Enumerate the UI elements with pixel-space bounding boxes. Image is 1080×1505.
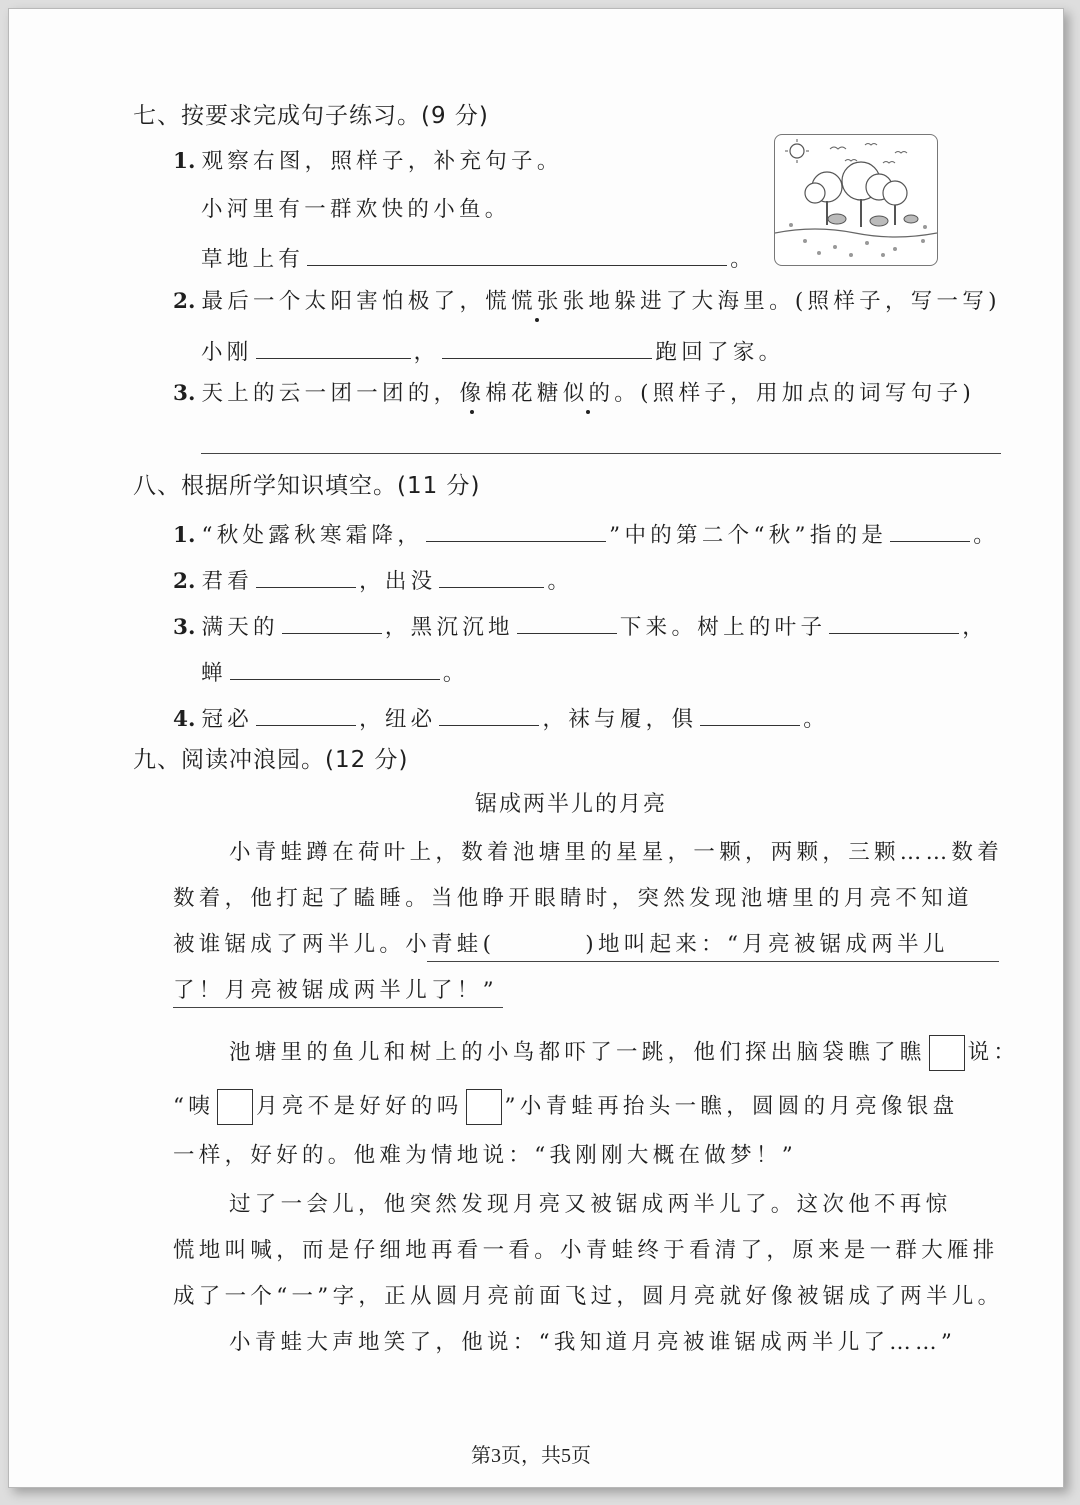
comma: ， bbox=[962, 615, 989, 640]
passage-text: )地叫起来：“月亮被锯成两半儿 bbox=[585, 932, 949, 957]
prompt-text: 跑回了家。 bbox=[655, 340, 785, 365]
q-text: ，出没 bbox=[359, 569, 437, 594]
q-text: ，袜与履，俱 bbox=[542, 707, 698, 732]
answer-blank[interactable] bbox=[307, 245, 727, 266]
passage-text: 小青蛙( bbox=[405, 932, 496, 957]
passage-title: 锯成两半儿的月亮 bbox=[475, 792, 668, 817]
s8-q4 bbox=[173, 705, 829, 731]
punctuation-box[interactable] bbox=[217, 1089, 253, 1125]
passage-line: 一样，好好的。他难为情地说：“我刚刚大概在做梦！” bbox=[173, 1143, 797, 1168]
passage-line: 慌地叫喊，而是仔细地再看一看。小青蛙终于看清了，原来是一群大雁排 bbox=[173, 1238, 999, 1263]
q-text: ，纽必 bbox=[359, 707, 437, 732]
passage-line bbox=[229, 1035, 1019, 1071]
punctuation-box[interactable] bbox=[929, 1035, 965, 1071]
answer-blank[interactable] bbox=[442, 338, 652, 359]
q-number: 2. bbox=[173, 569, 196, 594]
answer-blank[interactable] bbox=[230, 659, 440, 680]
punctuation-box[interactable] bbox=[466, 1089, 502, 1125]
period: 。 bbox=[547, 569, 574, 594]
meadow-picture bbox=[774, 134, 938, 266]
passage-line: 小青蛙蹲在荷叶上，数着池塘里的星星，一颗，两颗，三颗……数着 bbox=[229, 840, 1004, 865]
answer-blank[interactable] bbox=[890, 521, 970, 542]
q-text: 天上的云一团一团的， bbox=[201, 381, 460, 406]
answer-blank[interactable] bbox=[256, 338, 411, 359]
passage-text: 池塘里的鱼儿和树上的小鸟都吓了一跳，他们探出脑袋瞧了瞧 bbox=[229, 1040, 926, 1065]
passage-text: 被谁锯成了两半儿。 bbox=[173, 932, 406, 957]
answer-blank[interactable] bbox=[426, 521, 606, 542]
passage-text: 月亮不是好好的吗 bbox=[256, 1094, 463, 1119]
q-text: 最后一个太阳害怕极了， bbox=[201, 289, 486, 314]
q-number: 1. bbox=[173, 523, 196, 548]
dotted-word: 慌慌张张 bbox=[485, 289, 589, 314]
answer-blank[interactable] bbox=[256, 705, 356, 726]
period: 。 bbox=[730, 247, 757, 272]
period: 。 bbox=[442, 661, 469, 686]
q-text: “秋处露秋寒霜降， bbox=[201, 523, 424, 548]
q-text: 满天的 bbox=[201, 615, 279, 640]
section-9-heading: 九、阅读冲浪园。(12 分) bbox=[133, 747, 409, 773]
s7-q1 bbox=[173, 151, 563, 173]
section-7-heading: 七、按要求完成句子练习。(9 分) bbox=[133, 103, 489, 129]
answer-blank[interactable] bbox=[282, 613, 382, 634]
passage-text: “咦 bbox=[173, 1094, 215, 1119]
page-footer: 第3页，共5页 bbox=[471, 1445, 591, 1467]
passage-line bbox=[173, 1089, 958, 1125]
q-text: 冠必 bbox=[201, 707, 254, 732]
passage-line bbox=[173, 934, 949, 956]
dotted-word: 似的 bbox=[562, 381, 615, 406]
passage-line: 了！月亮被锯成两半儿了！” bbox=[173, 978, 498, 1003]
dotted-word: 像 bbox=[459, 381, 486, 406]
prompt-text: 小刚 bbox=[201, 340, 253, 365]
passage-line: 成了一个“一”字，正从圆月亮前面飞过，圆月亮就好像被锯成了两半儿。 bbox=[173, 1284, 1004, 1309]
s7-q1-answer-line bbox=[201, 245, 756, 271]
q-text: 下来。树上的叶子 bbox=[619, 615, 827, 640]
q-text: 地躲进了大海里。(照样子，写一写) bbox=[588, 289, 1001, 314]
q-text: ”中的第二个“秋”指的是 bbox=[609, 523, 888, 548]
prompt-text: 草地上有 bbox=[201, 247, 305, 272]
period: 。 bbox=[803, 707, 830, 732]
q-text: 君看 bbox=[201, 569, 254, 594]
period: 。 bbox=[973, 523, 1000, 548]
q-text: 棉花糖 bbox=[485, 381, 563, 406]
comma: ， bbox=[413, 340, 440, 365]
passage-line: 小青蛙大声地笑了，他说：“我知道月亮被谁锯成两半儿了……” bbox=[229, 1330, 957, 1355]
s7-q2-answer-line bbox=[201, 338, 784, 364]
passage-line: 过了一会儿，他突然发现月亮又被锯成两半儿了。这次他不再惊 bbox=[229, 1192, 952, 1217]
underline-mark bbox=[427, 961, 999, 962]
s7-q2 bbox=[173, 291, 1001, 313]
q-number: 2. bbox=[173, 289, 196, 314]
q-text: 观察右图，照样子，补充句子。 bbox=[201, 149, 563, 174]
q-text: 蝉 bbox=[201, 661, 227, 686]
s8-q2 bbox=[173, 567, 573, 593]
answer-blank[interactable] bbox=[439, 567, 544, 588]
sun-icon bbox=[790, 144, 804, 158]
q-number: 3. bbox=[173, 615, 196, 640]
passage-text: 说： bbox=[967, 1040, 1020, 1065]
s8-q3 bbox=[173, 613, 988, 639]
q-number: 3. bbox=[173, 381, 196, 406]
s7-q3 bbox=[173, 383, 975, 405]
passage-text: ”小青蛙再抬头一瞧，圆圆的月亮像银盘 bbox=[504, 1094, 959, 1119]
q-number: 4. bbox=[173, 707, 196, 732]
answer-blank[interactable] bbox=[517, 613, 617, 634]
answer-blank[interactable] bbox=[256, 567, 356, 588]
q-number: 1. bbox=[173, 149, 196, 174]
section-8-heading: 八、根据所学知识填空。(11 分) bbox=[133, 473, 481, 499]
q-text: ，黑沉沉地 bbox=[384, 615, 514, 640]
meadow-illustration bbox=[775, 135, 937, 265]
s7-q3-answer-rule[interactable] bbox=[201, 453, 1001, 454]
underline-mark bbox=[173, 1007, 503, 1008]
answer-blank[interactable] bbox=[700, 705, 800, 726]
worksheet-page bbox=[8, 8, 1064, 1488]
answer-blank[interactable] bbox=[829, 613, 959, 634]
s8-q3-line2 bbox=[201, 659, 469, 685]
s8-q1 bbox=[173, 521, 999, 547]
passage-line: 数着，他打起了瞌睡。当他睁开眼睛时，突然发现池塘里的月亮不知道 bbox=[173, 886, 973, 911]
s7-q1-example: 小河里有一群欢快的小鱼。 bbox=[201, 197, 511, 222]
q-text: 。(照样子，用加点的词写句子) bbox=[614, 381, 976, 406]
answer-blank[interactable] bbox=[439, 705, 539, 726]
